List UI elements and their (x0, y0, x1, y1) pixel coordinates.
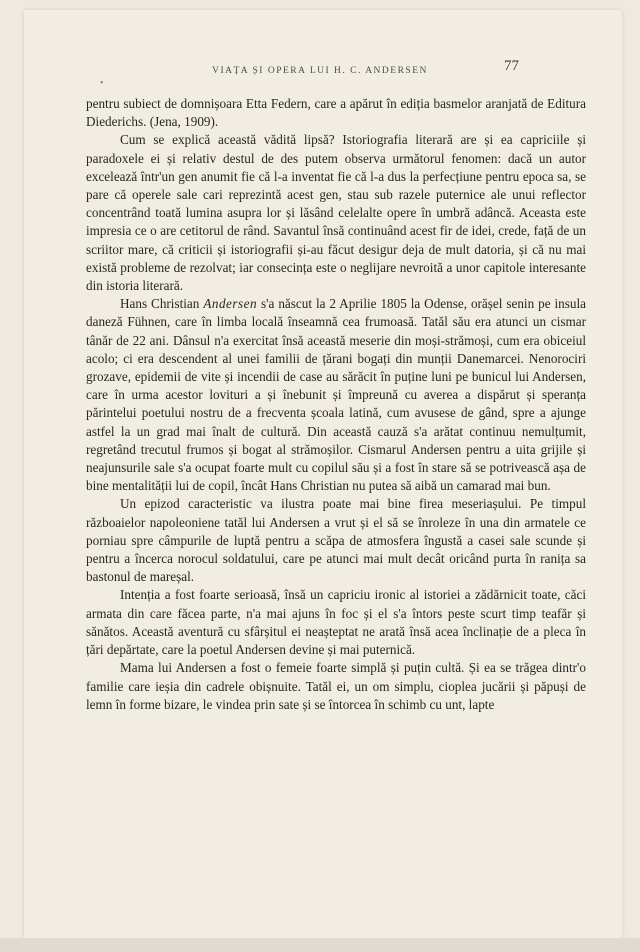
page-edge-shadow (0, 938, 640, 952)
paragraph-3 (86, 295, 586, 495)
paragraph-6: Mama lui Andersen a fost o femeie foarte simplă și puțin cultă. Și ea se trăgea dintr'o familie care ieșia din cadrele obișnuite. Tatăl ei, un om simplu, cioplea jucării și păpuși de lemn în forme bizare, le vindea prin sate și se întorcea în schimb cu unt, lapte (86, 660, 586, 712)
body-text (86, 95, 586, 714)
paragraph-1: pentru subiect de domnișoara Etta Federn, care a apărut în ediția basmelor aranjată de Editura Diederichs. (Jena, 1909). (86, 96, 586, 130)
page-number: 77 (504, 58, 519, 74)
emphasized-surname: Andersen (203, 296, 258, 312)
paragraph-2: Cum se explică această vădită lipsă? Istoriografia literară are și ea capriciile și paradoxele ei și relativ destul de des putem observa următorul fenomen: dacă un autor excelează într'un gen anumit fie că l-a inventat fie că l-a dus la perfecțiune pentru epoca sa, se pare că operele sale cari reprezintă acest gen, stau sub razele puternice ale unui reflector concentrând toată lumina asupra lor și lăsând celelalte opere în umbră adâncă. Aceasta este impresia ce o are cetitorul de rând. Savantul însă continuând acest fir de idei, crede, față de un scriitor mare, că criticii și istoriografii și-au făcut desigur deja de mult datoria, și că nu mai există probleme de rezolvat; iar consecința este o neglijare nevroită a unor capitole interesante din istoria literară. (86, 132, 586, 294)
paragraph-4: Un epizod caracteristic va ilustra poate mai bine firea meseriașului. Pe timpul războaielor napoleoniene tatăl lui Andersen a vrut și el să se înroleze în una din armatele ce porniau spre câmpurile de luptă pentru a scăpa de atmosfera îngustă a casei sale scunde și pentru a încerca norocul soldatului, care pe atunci mai mult decât oricând purta în ranița sa bastonul de mareșal. (86, 496, 586, 585)
print-speck: • (100, 78, 104, 89)
paragraph-5: Intenția a fost foarte serioasă, însă un capriciu ironic al istoriei a zădărnicit toate, căci armata din care făcea parte, n'a mai ajuns în foc și el s'a întors peste scurt timp teafăr și sănătos. Această aventură cu sfârșitul ei neașteptat ne arată însă acea înclinație de a pleca în țări depărtate, care la poetul Andersen devine și mai puternică. (86, 587, 586, 658)
paragraph-3-start: Hans Christian (120, 296, 204, 312)
paragraph-3-rest: s'a născut la 2 Aprilie 1805 la Odense, orășel senin pe insula daneză Fühnen, care în limba locală înseamnă cea frumoasă. Tatăl său era atunci un cismar tânăr de 22 ani. Dânsul n'a exercitat însă această meserie din moși-strămoși, cum era obiceiul acolo; ci era descendent al unei familii de țărani bogați din munții Danemarcei. Nenorociri grozave, epidemii de vite și incendii de case au sărăcit în puține luni pe bunicul lui Andersen, care în urma acestor lovituri a și înebunit și împreună cu averea a dispărut și speranța părintelui poetului nostru de a frecventa școala latină, cum avusese de gând, spre a ajunge astfel la un grad mai înalt de cultură. Din această cauză s'a arătat continuu nemulțumit, regretând trecutul frumos și bogat al strămoșilor. Cismarul Andersen pentru a uita grijile și neajunsurile sale s'a ocupat foarte mult cu copilul său și a fost în stare să se potrivească așa de bine mentalității lui de copil, încât Hans Christian nu putea să aibă un camarad mai bun. (86, 296, 586, 494)
running-header: VIAȚA ȘI OPERA LUI H. C. ANDERSEN (212, 66, 428, 76)
